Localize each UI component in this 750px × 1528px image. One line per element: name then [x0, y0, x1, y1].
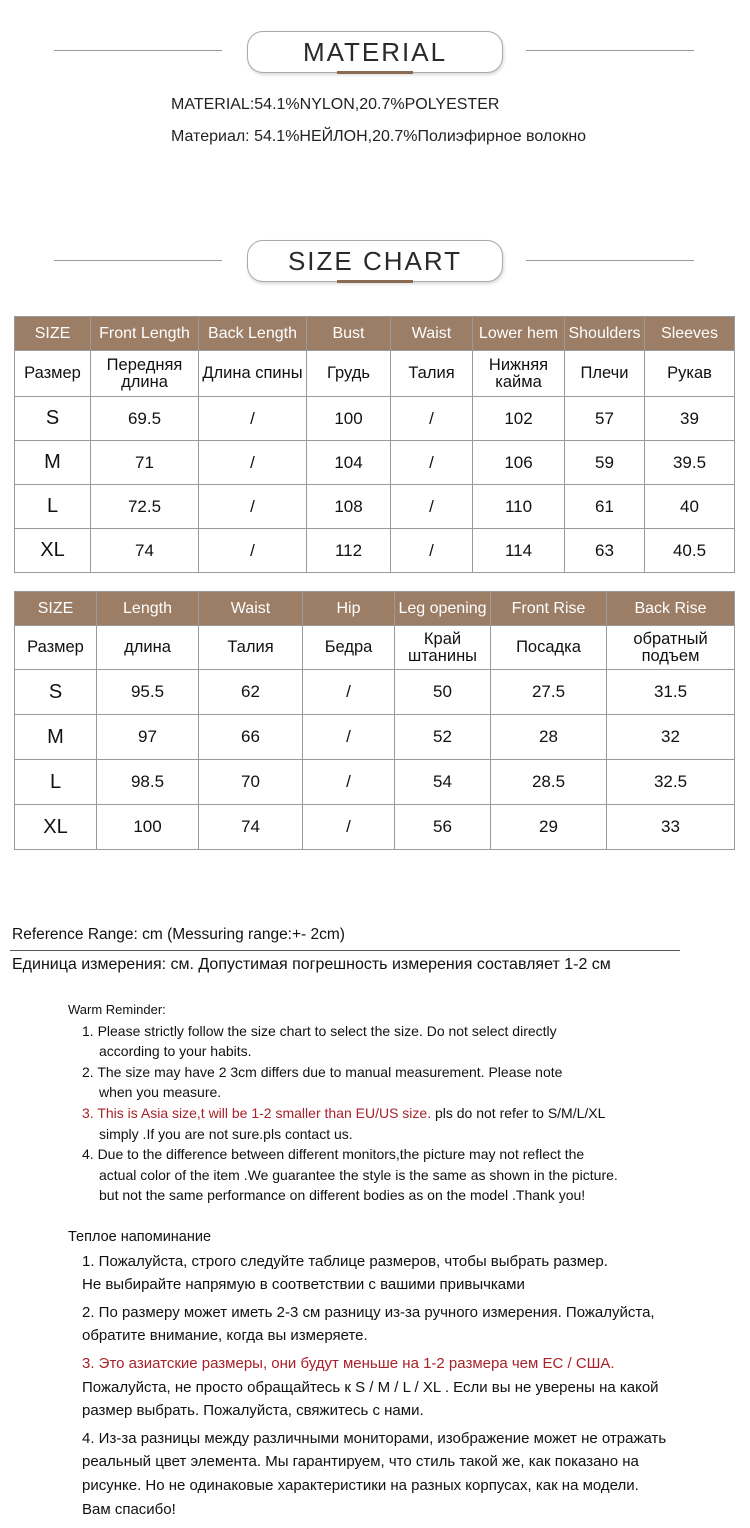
value-cell: 28	[491, 715, 607, 760]
value-cell: 32.5	[607, 760, 735, 805]
value-cell: 108	[307, 485, 391, 529]
value-cell: /	[391, 529, 473, 573]
value-cell: 95.5	[97, 670, 199, 715]
value-cell: 74	[199, 805, 303, 850]
header-cell: Bust	[307, 317, 391, 351]
size-cell: M	[15, 441, 91, 485]
value-cell: 106	[473, 441, 565, 485]
material-ru: Материал: 54.1%НЕЙЛОН,20.7%Полиэфирное волокно	[171, 128, 587, 145]
table-row	[15, 805, 735, 850]
value-cell: 40	[645, 485, 735, 529]
reminder-title-ru: Теплое напоминание	[68, 1229, 212, 1245]
header-cell: Sleeves	[645, 317, 735, 351]
header-cell: Front Rise	[491, 592, 607, 626]
value-cell: 110	[473, 485, 565, 529]
header-cell: Waist	[391, 317, 473, 351]
header-cell-ru: Край штанины	[395, 626, 491, 670]
divider-line	[526, 260, 694, 261]
material-en: MATERIAL:54.1%NYLON,20.7%POLYESTER	[171, 96, 500, 113]
value-cell: 61	[565, 485, 645, 529]
divider-line	[526, 50, 694, 51]
value-cell: 54	[395, 760, 491, 805]
value-cell: 28.5	[491, 760, 607, 805]
value-cell: 112	[307, 529, 391, 573]
value-cell: 114	[473, 529, 565, 573]
header-cell: Leg opening	[395, 592, 491, 626]
header-cell-ru: Посадка	[491, 626, 607, 670]
value-cell: /	[303, 715, 395, 760]
value-cell: /	[199, 441, 307, 485]
size-cell: L	[15, 485, 91, 529]
value-cell: 29	[491, 805, 607, 850]
reference-ru: Единица измерения: см. Допустимая погрешность измерения составляет 1-2 см	[12, 956, 611, 973]
value-cell: 52	[395, 715, 491, 760]
header-cell: Waist	[199, 592, 303, 626]
header-cell: Hip	[303, 592, 395, 626]
header-cell-ru: Рукав	[645, 351, 735, 397]
size-cell: XL	[15, 805, 97, 850]
value-cell: /	[391, 441, 473, 485]
value-cell: 98.5	[97, 760, 199, 805]
header-cell-ru: Размер	[15, 351, 91, 397]
header-cell-ru: длина	[97, 626, 199, 670]
value-cell: 100	[97, 805, 199, 850]
header-cell: SIZE	[15, 317, 91, 351]
size-cell: XL	[15, 529, 91, 573]
header-cell: SIZE	[15, 592, 97, 626]
table-row	[15, 760, 735, 805]
header-cell-ru: Грудь	[307, 351, 391, 397]
value-cell: 104	[307, 441, 391, 485]
value-cell: /	[199, 529, 307, 573]
divider-line	[54, 260, 222, 261]
top-size-table	[14, 316, 735, 573]
header-cell-ru: обратный подъем	[607, 626, 735, 670]
value-cell: 39	[645, 397, 735, 441]
value-cell: 59	[565, 441, 645, 485]
value-cell: /	[391, 397, 473, 441]
value-cell: 71	[91, 441, 199, 485]
table-row	[15, 670, 735, 715]
bottom-size-table	[14, 591, 735, 850]
size-cell: S	[15, 397, 91, 441]
size-cell: S	[15, 670, 97, 715]
value-cell: 40.5	[645, 529, 735, 573]
value-cell: 31.5	[607, 670, 735, 715]
header-cell-ru: Плечи	[565, 351, 645, 397]
value-cell: 62	[199, 670, 303, 715]
value-cell: 100	[307, 397, 391, 441]
table-row	[15, 441, 735, 485]
value-cell: 39.5	[645, 441, 735, 485]
reminder-en: Warm Reminder: 1. Please strictly follow the size chart to select the size. Do not select directly according to your habits. 2. The size may have 2 3cm differs due to manual measurement. Please note when you measure. 3. This is Asia size,t will be 1-2 smaller than EU/US size. pls do not refer to S/M/L/XL simply .If you are not sure.pls contact us. 4. Due to the difference between different monitors,the picture may not reflect the actual color of the item .We guarantee the style is the same as shown in the picture. but not the same performance on different bodies as on the model .Thank you!	[68, 1002, 618, 1204]
value-cell: /	[199, 397, 307, 441]
value-cell: 32	[607, 715, 735, 760]
header-cell-ru: Длина спины	[199, 351, 307, 397]
divider-line	[10, 950, 680, 951]
header-cell-ru: Нижняя кайма	[473, 351, 565, 397]
header-cell-ru: Талия	[199, 626, 303, 670]
header-cell-ru: Талия	[391, 351, 473, 397]
asia-size-warning-ru: 3. Это азиатские размеры, они будут меньше на 1-2 размера чем ЕС / США.	[82, 1354, 615, 1372]
table-row	[15, 485, 735, 529]
size-cell: L	[15, 760, 97, 805]
value-cell: 50	[395, 670, 491, 715]
header-cell: Front Length	[91, 317, 199, 351]
asia-size-warning: 3. This is Asia size,t will be 1-2 smaller than EU/US size.	[82, 1104, 432, 1121]
size-chart-heading: SIZE CHART	[247, 240, 503, 282]
value-cell: 27.5	[491, 670, 607, 715]
value-cell: 70	[199, 760, 303, 805]
header-cell-ru: Передняя длина	[91, 351, 199, 397]
size-cell: M	[15, 715, 97, 760]
value-cell: 63	[565, 529, 645, 573]
value-cell: 57	[565, 397, 645, 441]
header-cell: Lower hem	[473, 317, 565, 351]
value-cell: /	[199, 485, 307, 529]
value-cell: 69.5	[91, 397, 199, 441]
value-cell: /	[303, 760, 395, 805]
header-cell: Back Rise	[607, 592, 735, 626]
reminder-title: Warm Reminder:	[68, 1002, 166, 1017]
header-cell-ru: Размер	[15, 626, 97, 670]
value-cell: /	[391, 485, 473, 529]
value-cell: 56	[395, 805, 491, 850]
value-cell: 102	[473, 397, 565, 441]
value-cell: 66	[199, 715, 303, 760]
divider-line	[54, 50, 222, 51]
table-row	[15, 715, 735, 760]
header-cell-ru: Бедра	[303, 626, 395, 670]
value-cell: 33	[607, 805, 735, 850]
header-cell: Back Length	[199, 317, 307, 351]
value-cell: 97	[97, 715, 199, 760]
value-cell: /	[303, 805, 395, 850]
value-cell: /	[303, 670, 395, 715]
reference-en: Reference Range: cm (Messuring range:+- 2cm)	[12, 926, 345, 943]
table-row	[15, 397, 735, 441]
table-row	[15, 529, 735, 573]
header-cell: Shoulders	[565, 317, 645, 351]
material-heading: MATERIAL	[247, 31, 503, 73]
value-cell: 72.5	[91, 485, 199, 529]
value-cell: 74	[91, 529, 199, 573]
reminder-ru: Теплое напоминание 1. Пожалуйста, строго следуйте таблице размеров, чтобы выбрать размер. Не выбирайте напрямую в соответствии с вашими привычками 2. По размеру может иметь 2-3 см разницу из-за ручного измерения. Пожалуйста, обратите внимание, когда вы измеряете. 3. Это азиатские размеры, они будут меньше на 1-2 размера чем ЕС / США. Пожалуйста, не просто обращайтесь к S / M / L / XL . Если вы не уверены на какой размер выбрать. Пожалуйста, свяжитесь с нами. 4. Из-за разницы между различными мониторами, изображение может не отражать реальный цвет элемента. Мы гарантируем, что стиль такой же, как показано на рисунке. Но не одинаковые характеристики на разных корпусах, как на модели. Вам спасибо!	[68, 1226, 666, 1521]
header-cell: Length	[97, 592, 199, 626]
